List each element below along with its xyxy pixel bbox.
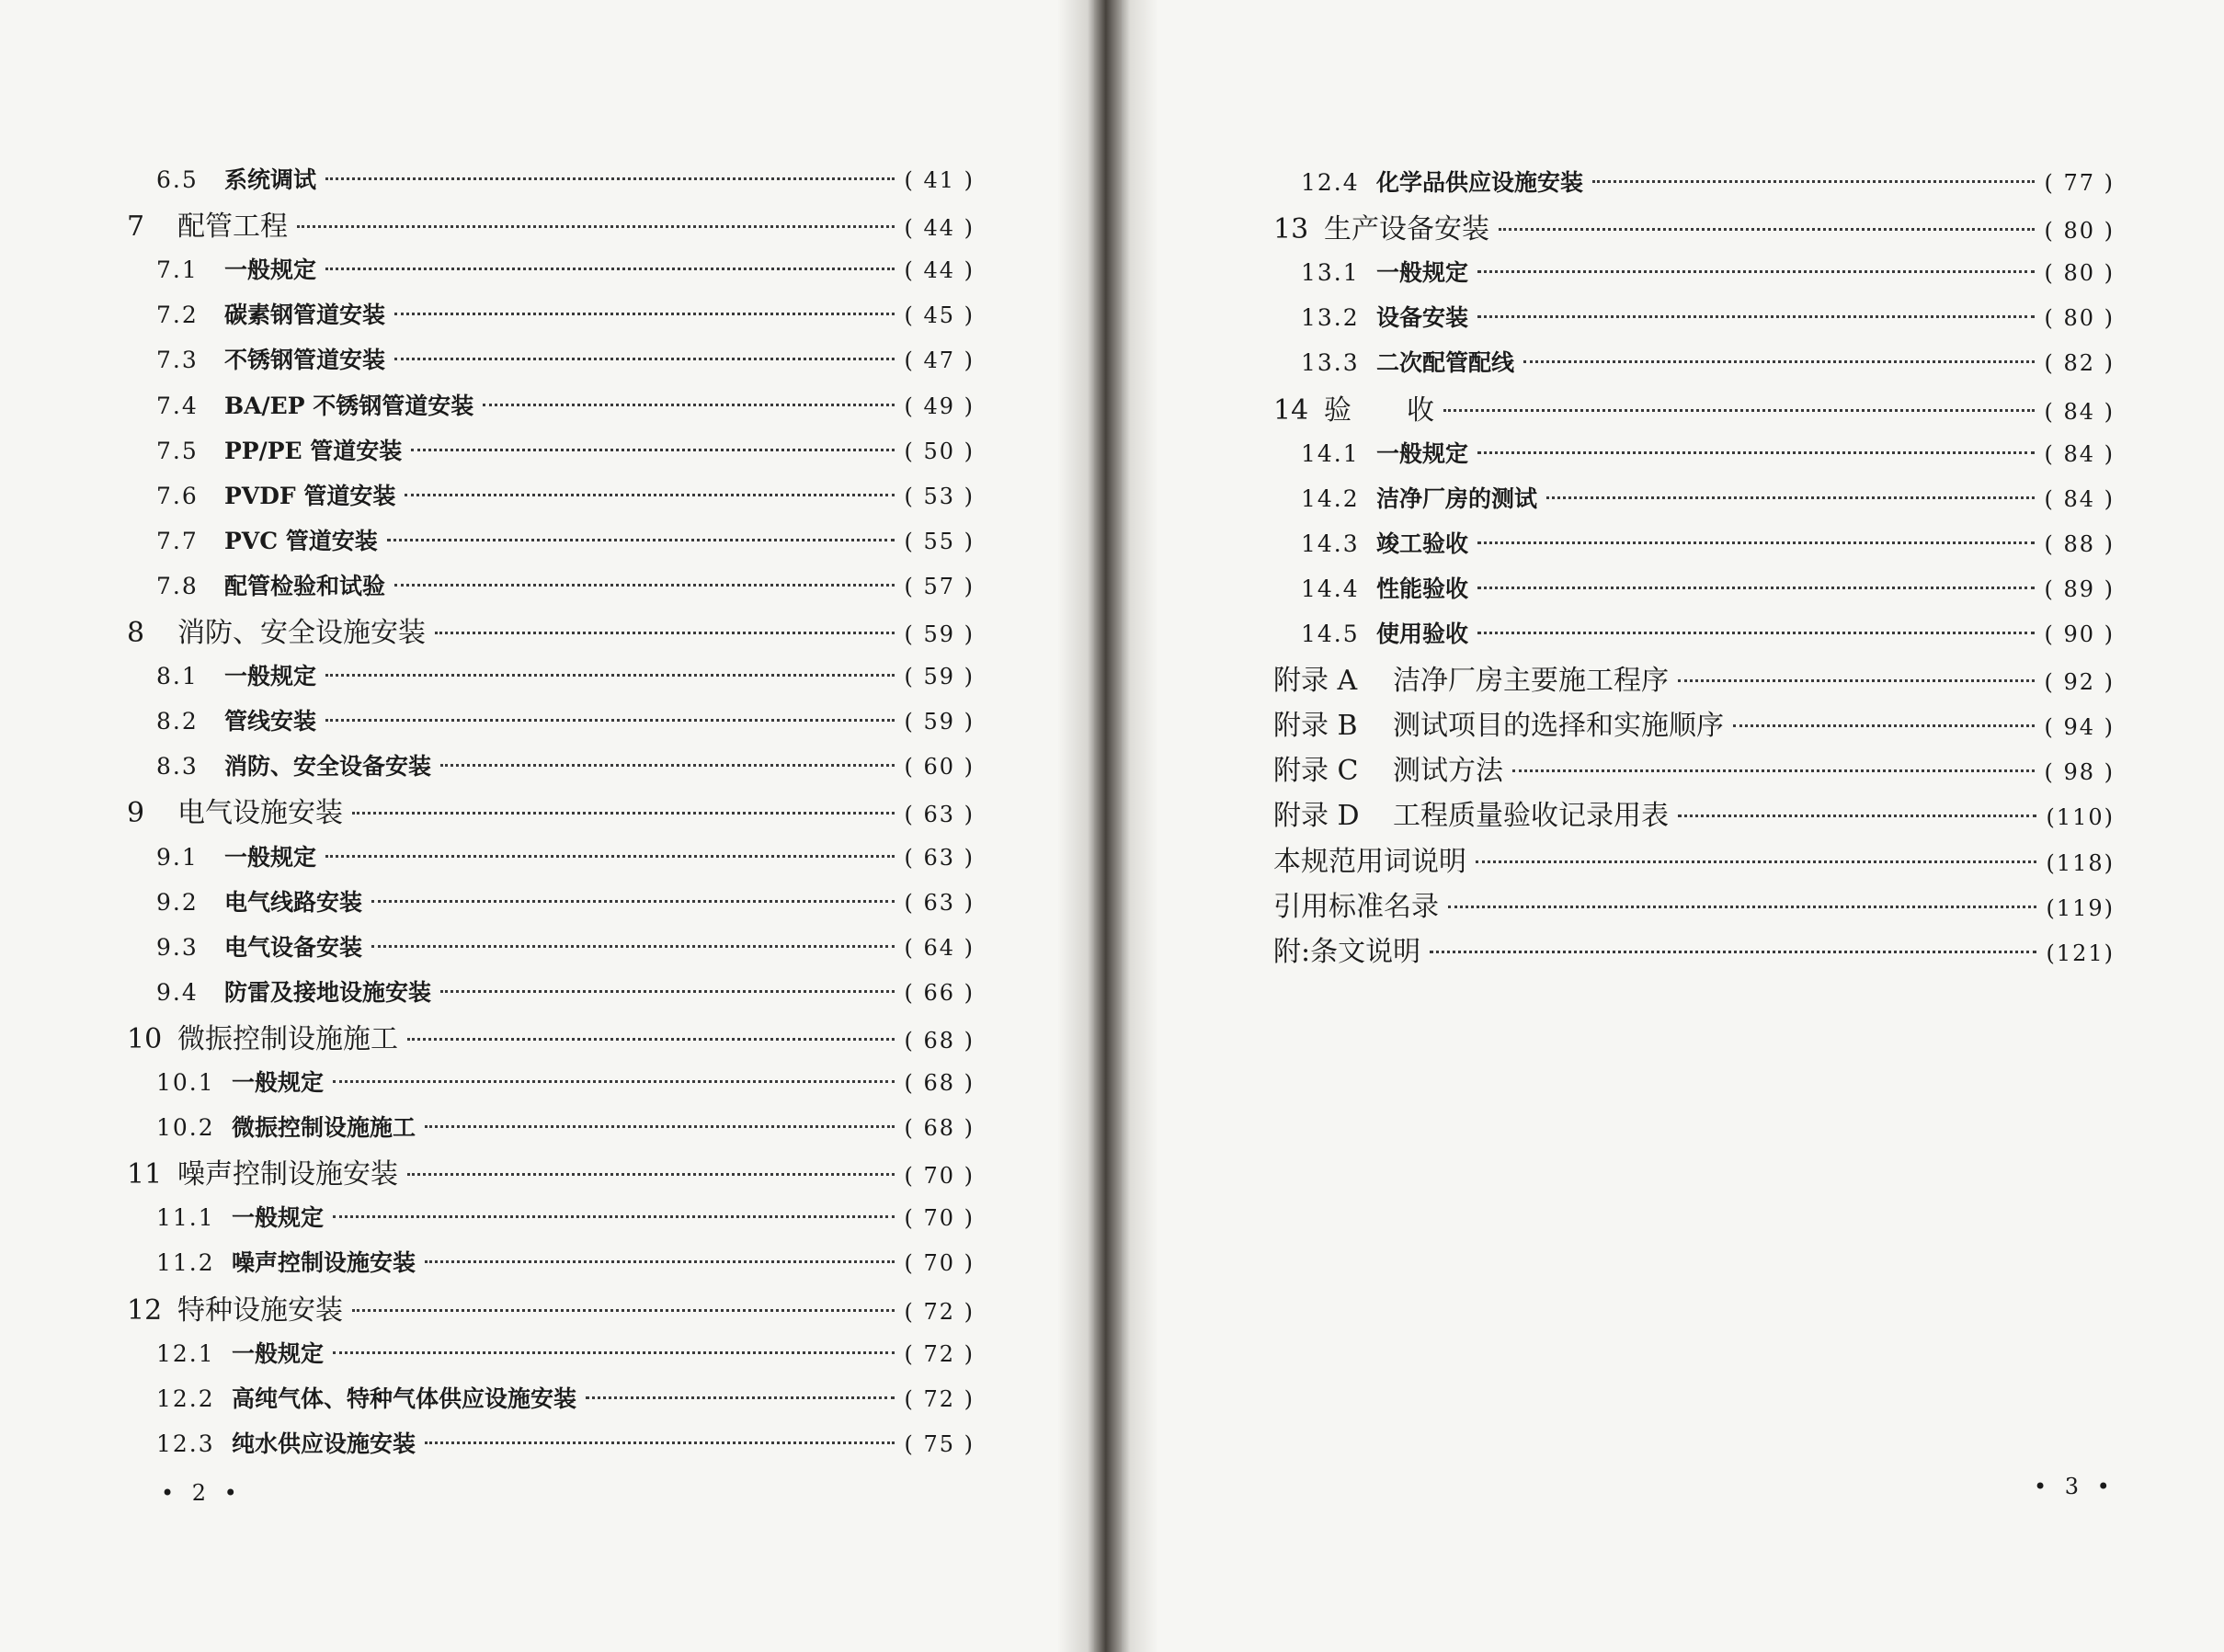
toc-entry-number: 13.2: [1301, 304, 1360, 332]
toc-entry-number: 7.2: [156, 302, 199, 329]
dot-leader: [1678, 679, 2035, 682]
toc-entry-title: 一般规定: [1376, 259, 1469, 287]
toc-entry-title: 一般规定: [1376, 439, 1469, 467]
toc-entry-page: ( 44 ): [904, 215, 975, 242]
dot-leader: [325, 268, 895, 270]
toc-entry-page: ( 89 ): [2044, 575, 2115, 602]
toc-entry-page: ( 59 ): [904, 621, 975, 647]
toc-entry-page: ( 68 ): [904, 1070, 975, 1096]
toc-entry-page: ( 57 ): [904, 573, 975, 599]
toc-entry[interactable]: [1273, 792, 2115, 833]
toc-entry-number: 7.4: [156, 392, 199, 419]
toc-entry-page: ( 75 ): [904, 1430, 975, 1457]
toc-entry[interactable]: [156, 1110, 975, 1143]
toc-entry-number: 6.5: [156, 166, 199, 193]
toc-entry-number: 12.4: [1301, 169, 1360, 196]
toc-entry-title: 验 收: [1324, 393, 1434, 427]
toc-entry-page: ( 55 ): [904, 528, 975, 554]
toc-entry[interactable]: [127, 790, 975, 830]
toc-entry-number: 8.1: [156, 663, 199, 690]
dot-leader: [483, 404, 895, 406]
toc-entry-page: ( 47 ): [904, 347, 975, 374]
toc-entry-number: 9.3: [156, 933, 199, 961]
toc-entry-number: 7.7: [156, 527, 199, 554]
toc-entry[interactable]: [1301, 436, 2115, 469]
toc-entry-title: 测试方法: [1393, 755, 1503, 788]
toc-entry-page: ( 98 ): [2044, 759, 2115, 786]
toc-entry[interactable]: [1273, 387, 2115, 427]
toc-entry[interactable]: [1301, 345, 2115, 378]
dot-leader: [394, 313, 895, 315]
dot-leader: [405, 494, 895, 496]
dot-leader: [425, 1125, 895, 1128]
toc-entry-page: ( 70 ): [904, 1205, 975, 1232]
toc-entry-number: 7.3: [156, 347, 199, 374]
dot-leader: [1476, 860, 2036, 863]
toc-entry-number: 9.4: [156, 978, 199, 1006]
toc-entry-title: 性能验收: [1376, 575, 1469, 602]
toc-entry-page: ( 77 ): [2044, 170, 2115, 196]
toc-entry-page: ( 64 ): [904, 934, 975, 961]
toc-entry-title: PVC 管道安装: [224, 527, 378, 554]
toc-entry[interactable]: [156, 478, 975, 511]
dot-leader: [1477, 451, 2035, 454]
dot-leader: [352, 1309, 895, 1312]
dot-leader: [407, 1038, 895, 1041]
toc-entry-title: 二次配管配线: [1376, 349, 1515, 377]
toc-entry-number: 8: [127, 617, 145, 649]
dot-leader: [333, 1080, 895, 1083]
toc-entry-number: 7: [127, 211, 145, 244]
dot-leader: [1733, 724, 2035, 727]
toc-entry[interactable]: [156, 1426, 975, 1459]
dot-leader: [1477, 632, 2035, 634]
toc-entry[interactable]: [1273, 747, 2115, 788]
toc-entry-title: 一般规定: [232, 1339, 325, 1367]
toc-entry-page: ( 63 ): [904, 802, 975, 828]
toc-entry-title: 消防、安全设施安装: [177, 617, 426, 649]
dot-leader: [440, 990, 895, 993]
toc-entry[interactable]: [156, 568, 975, 601]
dot-leader: [1523, 360, 2035, 363]
toc-entry-page: ( 80 ): [2044, 218, 2115, 245]
toc-entry-page: ( 90 ): [2044, 621, 2115, 647]
toc-entry-title: 洁净厂房的测试: [1376, 484, 1538, 512]
toc-entry-title: 引用标准名录: [1273, 890, 1439, 923]
toc-entry-title: 工程质量验收记录用表: [1393, 800, 1669, 833]
dot-leader: [1499, 228, 2035, 231]
toc-entry-number: 12.3: [156, 1430, 215, 1457]
toc-entry-number: 12.2: [156, 1384, 215, 1412]
dot-leader: [333, 1351, 895, 1354]
toc-entry-number: 7.8: [156, 572, 199, 599]
dot-leader: [1678, 815, 2036, 817]
toc-entry-page: ( 84 ): [2044, 398, 2115, 425]
toc-entry-page: ( 84 ): [2044, 440, 2115, 467]
toc-entry-page: ( 92 ): [2044, 669, 2115, 696]
toc-entry-title: BA/EP 不锈钢管道安装: [224, 392, 474, 419]
toc-entry-title: 高纯气体、特种气体供应设施安装: [232, 1384, 577, 1412]
toc-entry-page: ( 82 ): [2044, 350, 2115, 377]
toc-entry-title: 电气线路安装: [224, 888, 363, 916]
toc-entry-page: ( 45 ): [904, 302, 975, 329]
toc-entry-title: 竣工验收: [1376, 530, 1469, 557]
toc-entry-title: 噪声控制设施安装: [177, 1158, 398, 1191]
toc-entry-page: ( 70 ): [904, 1163, 975, 1190]
toc-entry-page: ( 80 ): [2044, 260, 2115, 287]
toc-entry-number: 8.3: [156, 753, 199, 780]
toc-entry-page: ( 41 ): [904, 167, 975, 193]
toc-entry-title: 配管检验和试验: [224, 572, 386, 599]
toc-entry-page: (110): [2046, 804, 2115, 831]
toc-entry-title: 使用验收: [1376, 621, 1469, 647]
toc-entry-page: (121): [2046, 940, 2115, 966]
toc-entry-title: 碳素钢管道安装: [224, 302, 386, 329]
dot-leader: [407, 1173, 895, 1176]
dot-leader: [411, 449, 895, 451]
toc-entry-number: 13.3: [1301, 349, 1360, 377]
toc-entry[interactable]: [156, 1065, 975, 1098]
toc-entry-title: 噪声控制设施安装: [232, 1249, 416, 1277]
toc-entry[interactable]: [127, 610, 975, 650]
toc-entry-number: 附录 B: [1273, 710, 1358, 743]
dot-leader: [325, 855, 895, 858]
toc-entry-number: 14: [1273, 393, 1309, 427]
toc-entry-page: ( 72 ): [904, 1385, 975, 1412]
dot-leader: [1477, 541, 2035, 544]
toc-entry-page: ( 70 ): [904, 1250, 975, 1277]
toc-entry-title: 管线安装: [224, 708, 317, 735]
toc-entry[interactable]: [156, 703, 975, 736]
toc-entry[interactable]: [1273, 929, 2115, 969]
left-page-number: • 2 •: [161, 1480, 243, 1506]
toc-entry[interactable]: [1273, 838, 2115, 879]
toc-entry-number: 附录 C: [1273, 755, 1359, 788]
toc-entry[interactable]: [156, 342, 975, 375]
toc-entry-title: 纯水供应设施安装: [232, 1430, 416, 1457]
dot-leader: [425, 1441, 895, 1444]
toc-entry-title: 一般规定: [232, 1069, 325, 1096]
toc-entry[interactable]: [156, 839, 975, 872]
toc-entry-page: ( 72 ): [904, 1340, 975, 1367]
toc-entry[interactable]: [156, 523, 975, 556]
dot-leader: [371, 945, 895, 948]
toc-entry-page: (118): [2046, 849, 2115, 876]
toc-entry[interactable]: [1301, 571, 2115, 604]
toc-entry[interactable]: [127, 1287, 975, 1327]
toc-entry-number: 9.1: [156, 843, 199, 871]
toc-entry[interactable]: [156, 1245, 975, 1278]
toc-entry[interactable]: [156, 162, 975, 195]
book-gutter-shadow: [1057, 0, 1158, 1652]
toc-entry[interactable]: [156, 929, 975, 963]
toc-entry-number: 10: [127, 1022, 163, 1055]
toc-entry-title: 化学品供应设施安装: [1376, 169, 1584, 196]
toc-entry-page: (119): [2046, 894, 2115, 921]
dot-leader: [371, 900, 895, 903]
toc-entry[interactable]: [127, 1151, 975, 1191]
dot-leader: [325, 719, 895, 722]
toc-entry-number: 14.1: [1301, 439, 1360, 467]
toc-entry[interactable]: [1273, 702, 2115, 743]
toc-entry[interactable]: [1301, 165, 2115, 198]
toc-entry[interactable]: [156, 658, 975, 691]
toc-entry-title: 系统调试: [224, 166, 317, 193]
toc-entry-number: 10.1: [156, 1069, 215, 1096]
dot-leader: [1443, 409, 2035, 412]
toc-entry-number: 14.2: [1301, 484, 1360, 512]
toc-entry[interactable]: [156, 297, 975, 330]
toc-entry[interactable]: [127, 1016, 975, 1056]
dot-leader: [1477, 315, 2035, 318]
toc-entry-title: 生产设备安装: [1324, 213, 1489, 246]
toc-entry-page: ( 88 ): [2044, 530, 2115, 557]
dot-leader: [1477, 270, 2035, 273]
toc-entry[interactable]: [1301, 300, 2115, 333]
toc-entry-number: 7.1: [156, 256, 199, 284]
toc-entry-title: 防雷及接地设施安装: [224, 978, 432, 1006]
toc-entry-number: 8.2: [156, 708, 199, 735]
toc-entry-number: 14.3: [1301, 530, 1360, 557]
toc-entry[interactable]: [1301, 255, 2115, 288]
right-page-number: • 3 •: [2034, 1474, 2116, 1499]
dot-leader: [352, 812, 895, 815]
dot-leader: [435, 632, 895, 634]
toc-entry-title: 一般规定: [224, 256, 317, 284]
toc-entry-page: ( 94 ): [2044, 714, 2115, 741]
toc-entry-page: ( 50 ): [904, 438, 975, 464]
toc-entry-page: ( 72 ): [904, 1298, 975, 1325]
toc-entry-title: 消防、安全设备安装: [224, 753, 432, 780]
dot-leader: [1477, 587, 2035, 589]
dot-leader: [297, 225, 895, 228]
toc-entry-page: ( 49 ): [904, 393, 975, 419]
toc-entry[interactable]: [156, 748, 975, 781]
toc-entry-title: PP/PE 管道安装: [224, 437, 403, 464]
toc-entry-title: 配管工程: [177, 211, 288, 244]
toc-entry[interactable]: [156, 974, 975, 1008]
toc-entry-page: ( 80 ): [2044, 305, 2115, 332]
dot-leader: [425, 1260, 895, 1263]
toc-entry-number: 12: [127, 1293, 163, 1327]
toc-entry-title: 一般规定: [232, 1204, 325, 1232]
toc-entry-title: 电气设施安装: [177, 797, 343, 830]
toc-entry[interactable]: [127, 203, 975, 244]
toc-entry-page: ( 68 ): [904, 1027, 975, 1054]
toc-entry[interactable]: [156, 884, 975, 917]
toc-entry-page: ( 84 ): [2044, 485, 2115, 512]
toc-entry-number: 附录 A: [1273, 665, 1358, 698]
toc-entry-title: 不锈钢管道安装: [224, 347, 386, 374]
dot-leader: [1546, 496, 2035, 499]
toc-entry[interactable]: [156, 388, 975, 421]
dot-leader: [1448, 906, 2036, 908]
dot-leader: [1430, 951, 2036, 953]
toc-entry[interactable]: [156, 433, 975, 466]
toc-entry-title: 本规范用词说明: [1273, 845, 1466, 878]
toc-entry-number: 11.2: [156, 1249, 215, 1277]
dot-leader: [387, 539, 895, 541]
toc-entry-page: ( 63 ): [904, 844, 975, 871]
dot-leader: [394, 358, 895, 360]
toc-entry[interactable]: [1301, 481, 2115, 514]
toc-entry-page: ( 60 ): [904, 754, 975, 780]
toc-entry[interactable]: [156, 252, 975, 285]
toc-entry-page: ( 53 ): [904, 483, 975, 509]
toc-entry-number: 附录 D: [1273, 800, 1360, 833]
toc-entry-title: 微振控制设施施工: [232, 1114, 416, 1142]
toc-entry-title: 一般规定: [224, 663, 317, 690]
toc-entry-number: 11.1: [156, 1204, 215, 1232]
toc-entry[interactable]: [1301, 526, 2115, 559]
toc-entry-number: 13.1: [1301, 259, 1360, 287]
dot-leader: [325, 177, 895, 180]
dot-leader: [1512, 769, 2035, 772]
dot-leader: [394, 584, 895, 587]
toc-entry-page: ( 66 ): [904, 979, 975, 1006]
dot-leader: [586, 1396, 895, 1399]
toc-entry[interactable]: [1273, 657, 2115, 698]
toc-entry-title: 设备安装: [1376, 304, 1469, 332]
toc-entry-title: 特种设施安装: [177, 1293, 343, 1327]
dot-leader: [333, 1215, 895, 1218]
toc-entry[interactable]: [156, 1200, 975, 1233]
toc-entry-title: 一般规定: [224, 843, 317, 871]
toc-entry-title: 附:条文说明: [1273, 935, 1421, 968]
toc-entry-number: 7.6: [156, 482, 199, 509]
toc-entry-page: ( 63 ): [904, 889, 975, 916]
toc-entry-title: 洁净厂房主要施工程序: [1393, 665, 1669, 698]
toc-entry-title: PVDF 管道安装: [224, 482, 396, 509]
toc-entry[interactable]: [1273, 883, 2115, 924]
toc-entry[interactable]: [156, 1336, 975, 1369]
toc-entry-page: ( 59 ): [904, 709, 975, 735]
toc-entry-number: 14.4: [1301, 575, 1360, 602]
toc-entry-number: 11: [127, 1158, 163, 1191]
toc-entry-page: ( 68 ): [904, 1115, 975, 1142]
toc-entry-number: 9.2: [156, 888, 199, 916]
toc-entry[interactable]: [1301, 616, 2115, 649]
toc-entry-title: 微振控制设施施工: [177, 1022, 398, 1055]
toc-entry-number: 10.2: [156, 1114, 215, 1142]
toc-entry-title: 测试项目的选择和实施顺序: [1393, 710, 1724, 743]
toc-entry-number: 7.5: [156, 437, 199, 464]
toc-entry-number: 13: [1273, 213, 1309, 246]
toc-entry-page: ( 44 ): [904, 257, 975, 284]
toc-entry-number: 9: [127, 797, 145, 830]
dot-leader: [1592, 180, 2035, 183]
toc-entry-number: 14.5: [1301, 621, 1360, 647]
toc-entry-title: 电气设备安装: [224, 933, 363, 961]
toc-entry-page: ( 59 ): [904, 664, 975, 690]
dot-leader: [325, 674, 895, 677]
toc-entry[interactable]: [1273, 206, 2115, 246]
toc-entry-number: 12.1: [156, 1339, 215, 1367]
dot-leader: [440, 764, 895, 767]
toc-entry[interactable]: [156, 1381, 975, 1414]
